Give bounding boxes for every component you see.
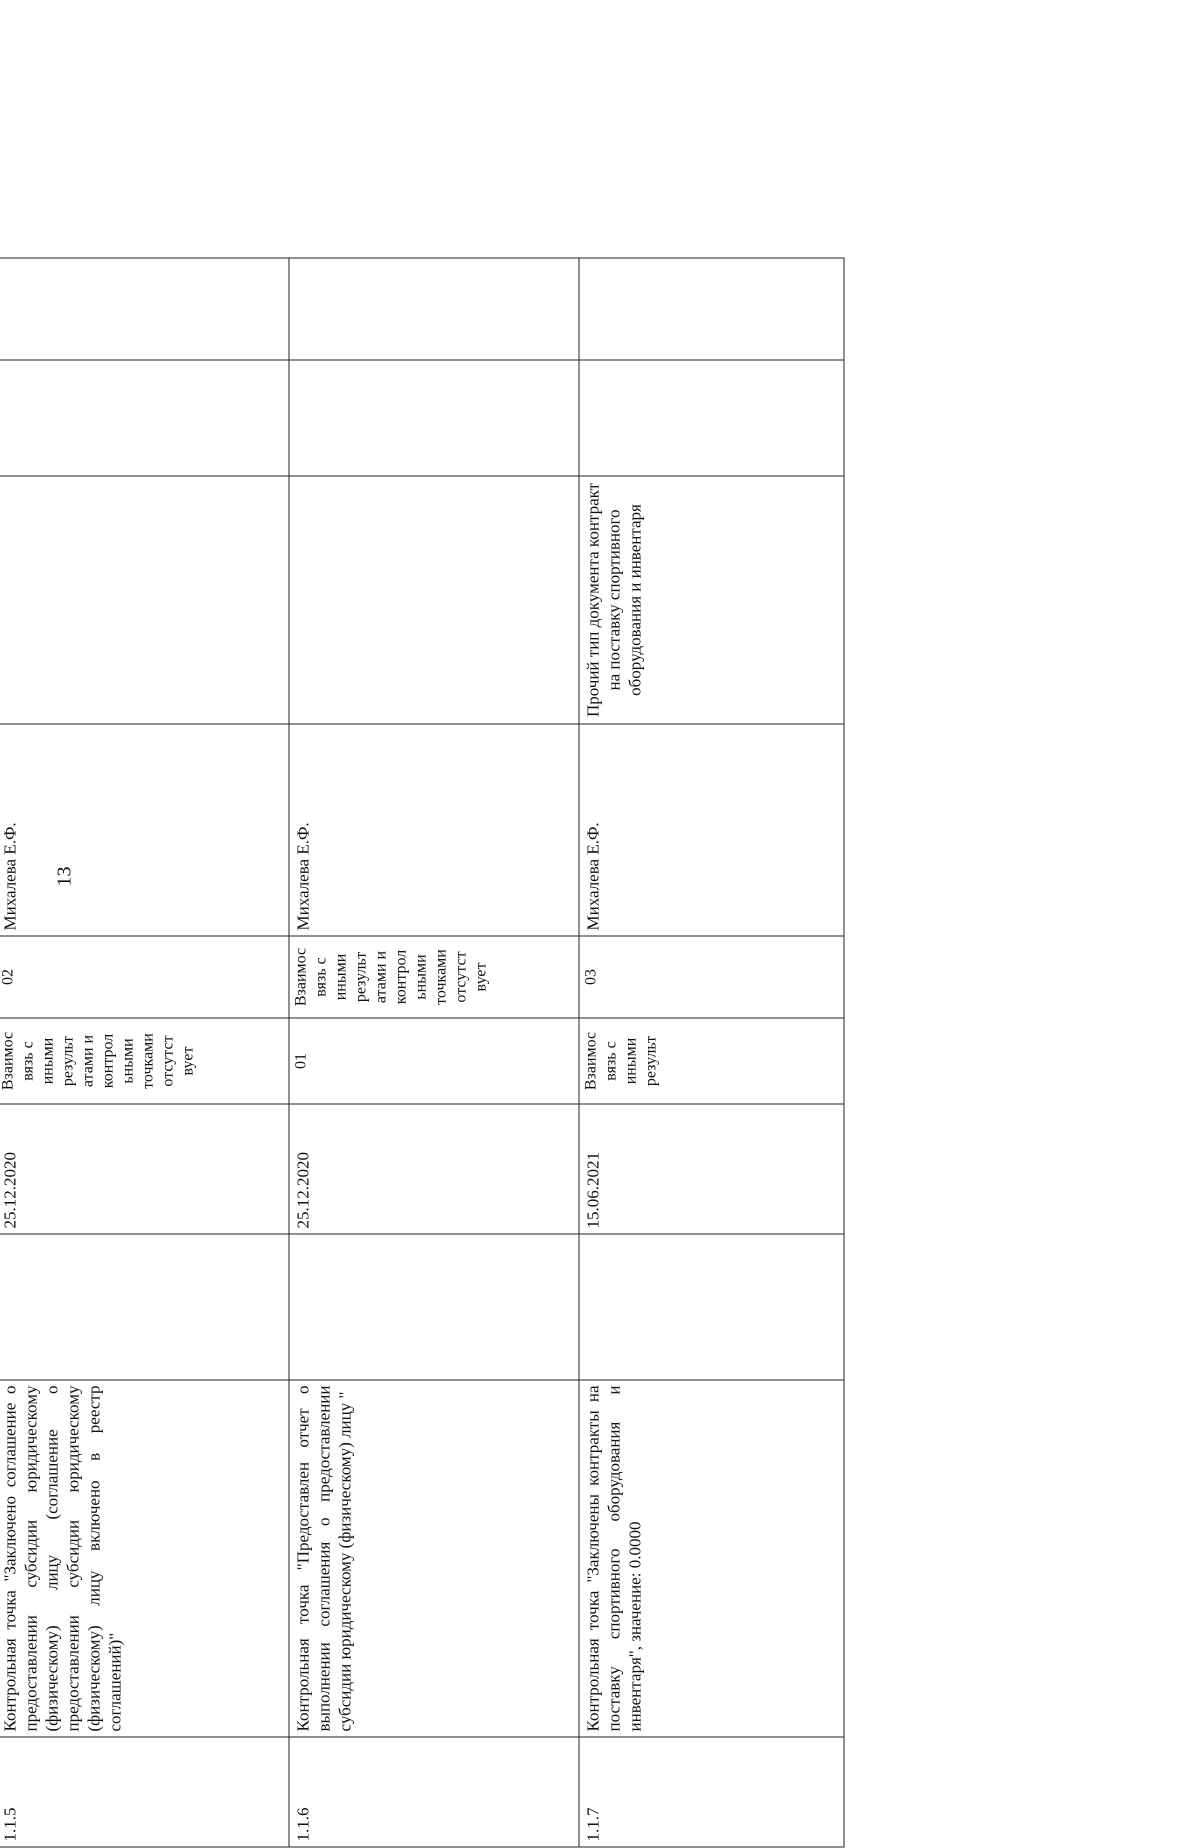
cell-responsible: Михалева Е.Ф. xyxy=(289,724,579,936)
cell-succ: 02 xyxy=(0,936,289,1018)
cell-municipal xyxy=(289,360,579,476)
page-number: 13 xyxy=(53,866,76,887)
cell-pred: Взаимос вязь с иными результ xyxy=(579,1018,844,1104)
cell-start xyxy=(0,1234,289,1380)
cell-info xyxy=(0,258,289,360)
cell-succ: 03 xyxy=(579,936,844,1018)
cell-doc xyxy=(289,476,579,724)
results-table xyxy=(0,257,845,1847)
cell-num: 1.1.6 xyxy=(289,1737,579,1847)
cell-responsible: Михалева Е.Ф. xyxy=(0,724,289,936)
cell-end: 25.12.2020 xyxy=(289,1104,579,1234)
cell-pred: Взаимос вязь с иными результ атами и контрол ьными точками отсутст вует xyxy=(0,1018,289,1104)
cell-responsible: Михалева Е.Ф. xyxy=(579,724,844,936)
table-row xyxy=(0,258,289,1847)
table-row xyxy=(289,258,579,1847)
cell-num: 1.1.5 xyxy=(0,1737,289,1847)
cell-end: 15.06.2021 xyxy=(579,1104,844,1234)
cell-info xyxy=(289,258,579,360)
cell-start xyxy=(289,1234,579,1380)
table-row xyxy=(579,258,844,1847)
cell-name: Контрольная точка "Заключены контракты на поставку спортивного оборудования и инвентаря", значение: 0.0000 xyxy=(579,1380,844,1737)
cell-name: Контрольная точка "Заключено соглашение о предоставлении субсидии юридическому (физическому) лицу (соглашение о предоставлении субсидии юридическому (физическому) лицу включено в реестр соглашений)" xyxy=(0,1380,289,1737)
cell-end: 25.12.2020 xyxy=(0,1104,289,1234)
cell-start xyxy=(579,1234,844,1380)
cell-municipal xyxy=(579,360,844,476)
cell-num: 1.1.7 xyxy=(579,1737,844,1847)
cell-doc xyxy=(0,476,289,724)
cell-pred: 01 xyxy=(289,1018,579,1104)
rotated-table-wrapper xyxy=(0,259,834,1848)
cell-doc: Прочий тип документа контракт на поставку спортивного оборудования и инвентаря xyxy=(579,476,844,724)
cell-succ: Взаимос вязь с иными результ атами и контрол ьными точками отсутст вует xyxy=(289,936,579,1018)
cell-name: Контрольная точка "Предоставлен отчет о выполнении соглашения о предоставлении субсидии юридическому (физическому) лицу " xyxy=(289,1380,579,1737)
cell-info xyxy=(579,258,844,360)
cell-municipal xyxy=(0,360,289,476)
